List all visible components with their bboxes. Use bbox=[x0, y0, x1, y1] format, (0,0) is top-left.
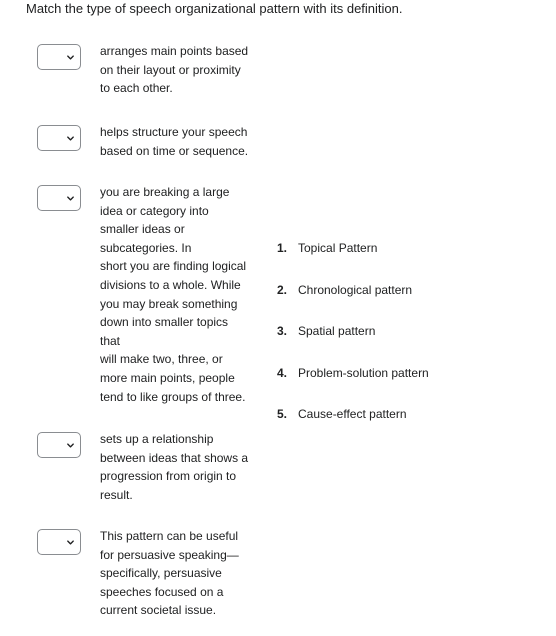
definition-line: to each other. bbox=[100, 81, 173, 96]
definition-line: you may break something bbox=[100, 296, 238, 311]
answer-label: Topical Pattern bbox=[298, 241, 378, 255]
definition-text-1 bbox=[100, 42, 262, 98]
definition-line: This pattern can be useful bbox=[100, 529, 239, 543]
definition-line: smaller ideas or bbox=[100, 222, 185, 237]
definition-line: helps structure your speech bbox=[100, 125, 248, 139]
definition-line: speeches focused on a bbox=[100, 584, 224, 599]
match-select-4[interactable] bbox=[37, 432, 81, 458]
definition-line: subcategories. In bbox=[100, 240, 192, 255]
definition-line: idea or category into bbox=[100, 203, 209, 218]
definition-text-3 bbox=[100, 183, 262, 406]
definition-text-2 bbox=[100, 123, 262, 160]
answer-number: 4. bbox=[277, 365, 288, 380]
chevron-down-icon bbox=[66, 53, 75, 62]
definition-line: progression from origin to bbox=[100, 469, 237, 484]
answer-number: 5. bbox=[277, 407, 288, 421]
definition-line: more main points, people bbox=[100, 370, 235, 385]
definition-line: between ideas that shows a bbox=[100, 450, 249, 465]
definition-line: down into smaller topics bbox=[100, 315, 229, 330]
definition-text-5 bbox=[100, 527, 262, 620]
definition-line: based on time or sequence. bbox=[100, 143, 249, 158]
answer-number: 3. bbox=[277, 324, 288, 338]
answer-option-1 bbox=[277, 239, 429, 281]
chevron-down-icon bbox=[66, 194, 75, 203]
definition-line: will make two, three, or bbox=[100, 352, 223, 367]
definition-line: result. bbox=[100, 487, 133, 502]
match-select-3[interactable] bbox=[37, 185, 81, 211]
definition-line: specifically, persuasive bbox=[100, 566, 222, 581]
answer-option-5 bbox=[277, 405, 429, 447]
match-select-2[interactable] bbox=[37, 125, 81, 151]
answer-number: 2. bbox=[277, 282, 288, 297]
answer-label: Spatial pattern bbox=[298, 324, 376, 338]
answer-options-list bbox=[277, 239, 429, 447]
chevron-down-icon bbox=[66, 134, 75, 143]
match-select-5[interactable] bbox=[37, 529, 81, 555]
definition-line: that bbox=[100, 333, 121, 348]
definition-line: on their layout or proximity bbox=[100, 62, 241, 77]
definition-line: arranges main points based bbox=[100, 44, 249, 58]
chevron-down-icon bbox=[66, 441, 75, 450]
answer-option-2 bbox=[277, 281, 429, 323]
answer-label: Problem-solution pattern bbox=[298, 365, 429, 380]
match-select-1[interactable] bbox=[37, 44, 81, 70]
answer-option-3 bbox=[277, 322, 429, 364]
answer-number: 1. bbox=[277, 241, 288, 255]
definition-line: you are breaking a large bbox=[100, 185, 230, 199]
definition-line: tend to like groups of three. bbox=[100, 389, 246, 404]
answer-label: Chronological pattern bbox=[298, 282, 413, 297]
definition-line: short you are finding logical bbox=[100, 259, 247, 274]
definition-line: for persuasive speaking— bbox=[100, 547, 239, 562]
definition-line: sets up a relationship bbox=[100, 432, 214, 446]
question-title: Match the type of speech organizational pattern with its definition. bbox=[26, 1, 403, 16]
definition-line: current societal issue. bbox=[100, 603, 217, 618]
chevron-down-icon bbox=[66, 538, 75, 547]
definition-line: divisions to a whole. While bbox=[100, 277, 241, 292]
answer-label: Cause-effect pattern bbox=[298, 407, 407, 421]
answer-option-4 bbox=[277, 364, 429, 406]
definition-text-4 bbox=[100, 430, 262, 504]
